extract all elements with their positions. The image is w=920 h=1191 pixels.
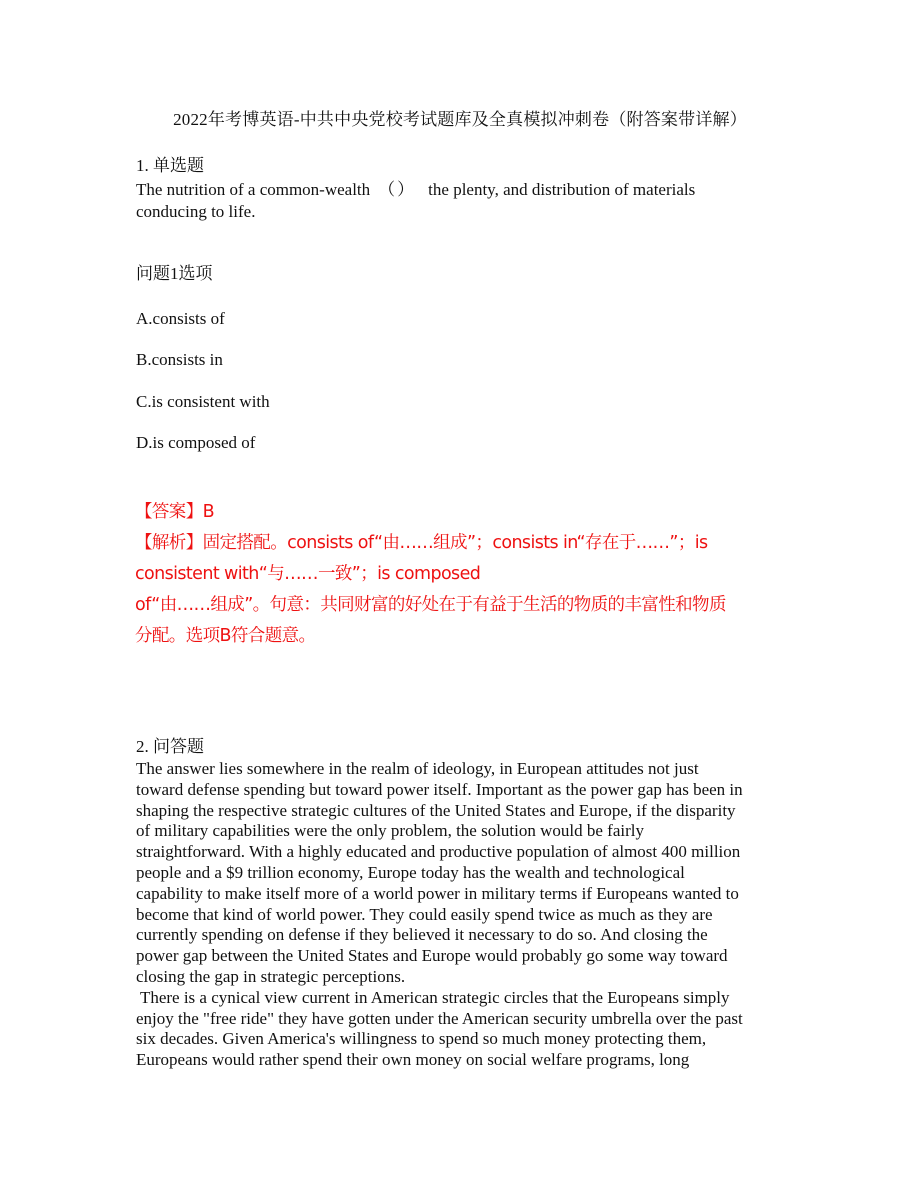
answer-explanation <box>135 497 785 652</box>
option-c: C.is consistent with <box>136 392 270 411</box>
passage-line: straightforward. With a highly educated and productive population of almost 400 million <box>136 842 741 862</box>
question-1-stem <box>136 179 776 223</box>
passage-line: The answer lies somewhere in the realm of ideology, in European attitudes not just <box>136 759 699 778</box>
option-b: B.consists in <box>136 350 223 369</box>
question-1-blank: （） <box>378 180 417 199</box>
question-2-heading: 2. 问答题 <box>136 737 204 756</box>
answer-text: 【答案】B <box>135 502 215 522</box>
passage-line: Europeans would rather spend their own money on social welfare programs, long <box>136 1050 690 1070</box>
passage-line: currently spending on defense if they believed it necessary to do so. And closing the <box>136 925 708 945</box>
question-1-options-label: 问题1选项 <box>136 264 213 283</box>
option-d: D.is composed of <box>136 433 256 452</box>
passage-line: capability to make itself more of a world power in military terms if Europeans wanted to <box>136 883 739 903</box>
passage-line: shaping the respective strategic cultures of the United States and Europe, if the disparity <box>136 800 736 820</box>
passage-line: There is a cynical view current in American strategic circles that the Europeans simply <box>136 987 730 1007</box>
passage-line: of military capabilities were the only problem, the solution would be fairly <box>136 821 644 841</box>
passage-line: power gap between the United States and Europe would probably go some way toward <box>136 946 728 966</box>
question-1-stem-start: The nutrition of a common-wealth <box>136 180 371 199</box>
passage-line: enjoy the "free ride" they have gotten under the American security umbrella over the past <box>136 1008 743 1028</box>
question-1-heading: 1. 单选题 <box>136 156 204 175</box>
option-a: A.consists of <box>136 309 225 328</box>
document-title: 2022年考博英语-中共中央党校考试题库及全真模拟冲刺卷（附答案带详解） <box>173 110 747 129</box>
question-1-stem-end: the plenty, and distribution of materials <box>428 180 696 199</box>
question-2-passage <box>136 759 786 1071</box>
analysis-line: of“由……组成”。句意：共同财富的好处在于有益于生活的物质的丰富性和物质 <box>135 595 726 615</box>
analysis-line: consistent with“与……一致”；is composed <box>135 564 481 584</box>
passage-line: closing the gap in strategic perceptions. <box>136 966 406 986</box>
question-1-stem-line-2: conducing to life. <box>136 202 256 221</box>
passage-line: six decades. Given America's willingness to spend so much money protecting them, <box>136 1029 707 1049</box>
passage-line: become that kind of world power. They could easily spend twice as much as they are <box>136 904 713 924</box>
analysis-line: 【解析】固定搭配。consists of“由……组成”；consists in“存在于……”；is <box>135 533 708 553</box>
analysis-line: 分配。选项B符合题意。 <box>135 626 316 646</box>
passage-line: toward defense spending but toward power itself. Important as the power gap has been in <box>136 779 743 799</box>
passage-line: people and a $9 trillion economy, Europe today has the wealth and technological <box>136 862 685 882</box>
